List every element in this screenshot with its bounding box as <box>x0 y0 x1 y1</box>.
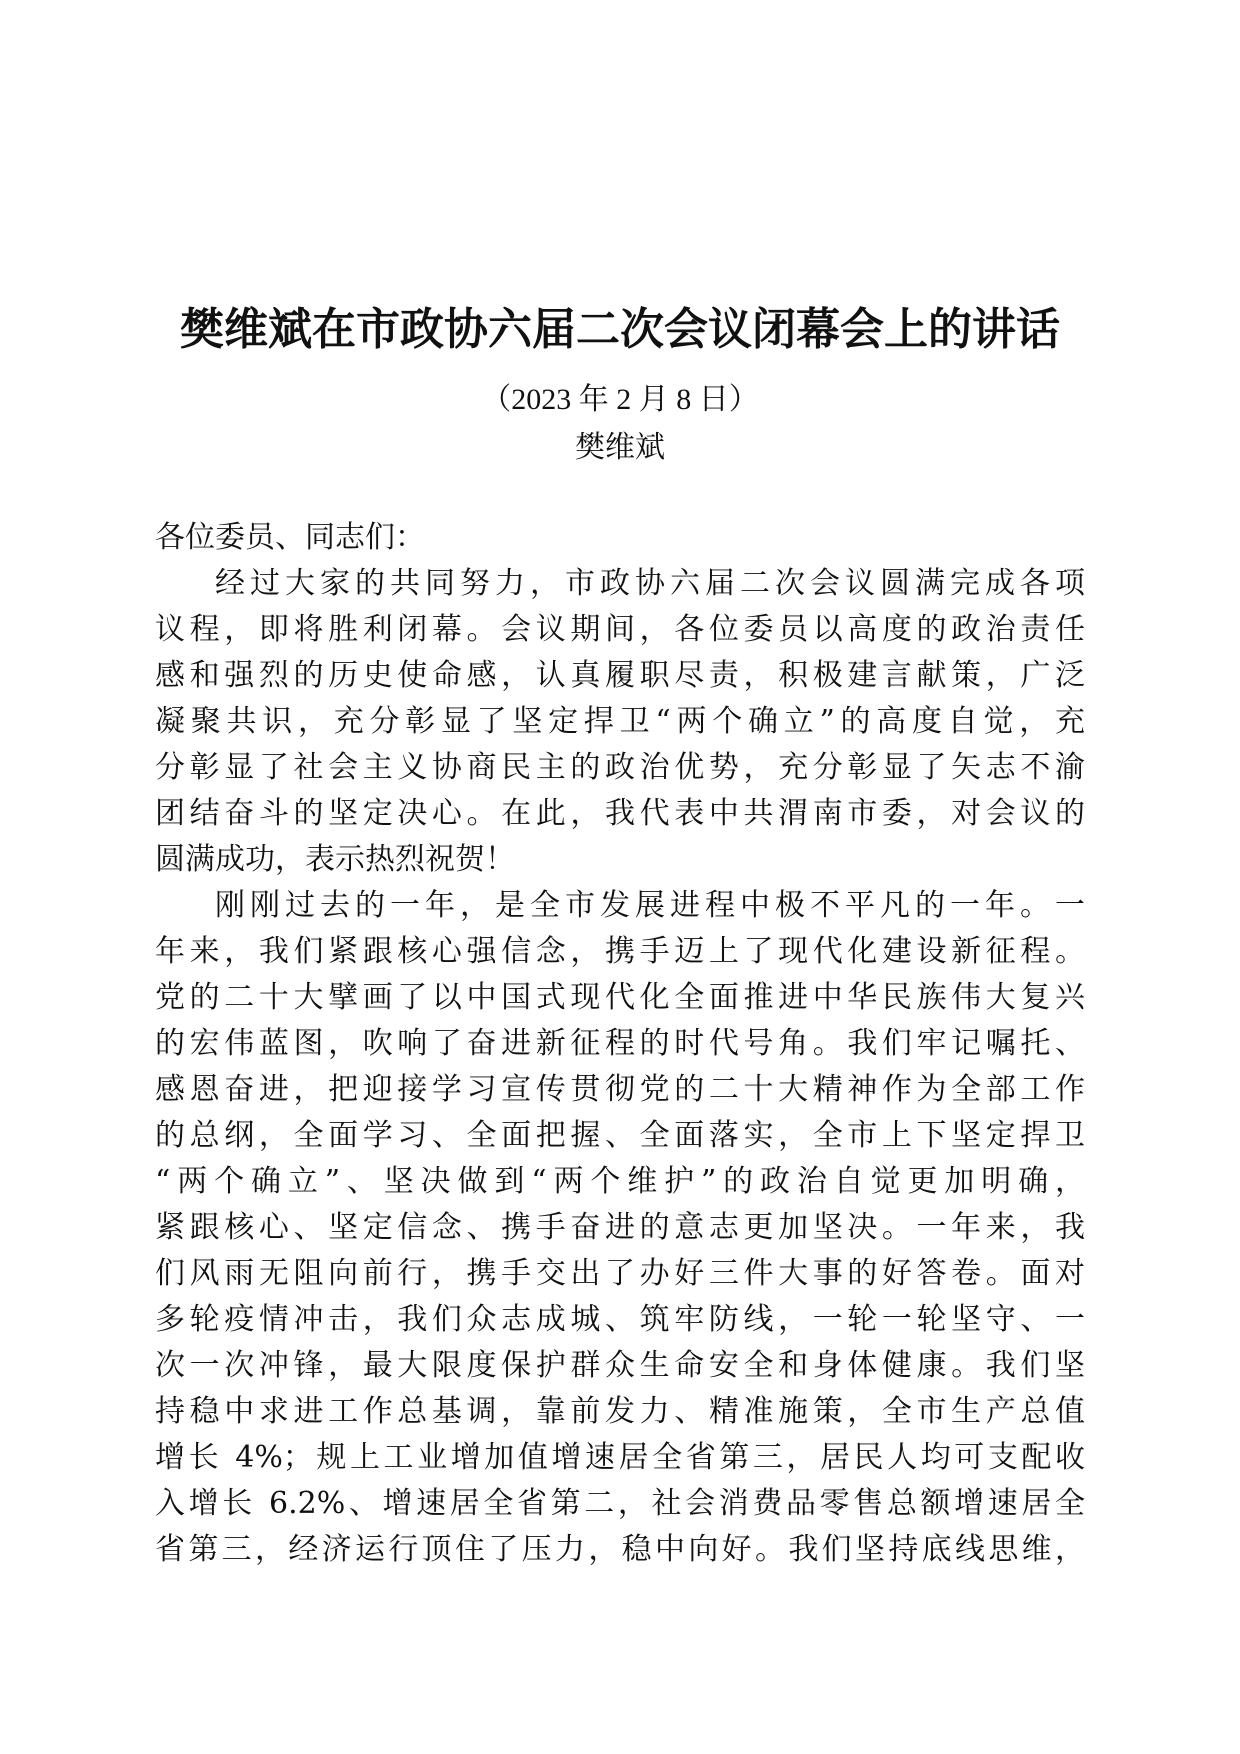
speech-date: （2023 年 2 月 8 日） <box>481 383 759 416</box>
paragraph-line: 的宏伟蓝图，吹响了奋进新征程的时代号角。我们牢记嘱托、 <box>155 1026 1085 1061</box>
paragraph-line: 经过大家的共同努力，市政协六届二次会议圆满完成各项 <box>215 566 1085 601</box>
paragraph-line: 感恩奋进，把迎接学习宣传贯彻党的二十大精神作为全部工作 <box>155 1072 1085 1107</box>
paragraph-line: 入增长 6.2%、增速居全省第二，社会消费品零售总额增速居全 <box>155 1486 1085 1521</box>
paragraph-line: 议程，即将胜利闭幕。会议期间，各位委员以高度的政治责任 <box>155 612 1085 647</box>
paragraph-line: 圆满成功，表示热烈祝贺！ <box>155 842 515 877</box>
author-name: 樊维斌 <box>575 430 665 465</box>
paragraph-line: 党的二十大擘画了以中国式现代化全面推进中华民族伟大复兴 <box>155 980 1085 1015</box>
paragraph-line: 持稳中求进工作总基调，靠前发力、精准施策，全市生产总值 <box>155 1394 1085 1429</box>
paragraph-line: 分彰显了社会主义协商民主的政治优势，充分彰显了矢志不渝 <box>155 750 1085 785</box>
paragraph-line: 增长 4%；规上工业增加值增速居全省第三，居民人均可支配收 <box>155 1440 1085 1475</box>
salutation-line: 各位委员、同志们： <box>155 520 425 555</box>
paragraph-line: 凝聚共识，充分彰显了坚定捍卫“两个确立”的高度自觉，充 <box>155 704 1085 739</box>
paragraph-line: 们风雨无阻向前行，携手交出了办好三件大事的好答卷。面对 <box>155 1256 1085 1291</box>
paragraph-line: “两个确立”、坚决做到“两个维护”的政治自觉更加明确， <box>155 1164 1085 1199</box>
paragraph-line: 多轮疫情冲击，我们众志成城、筑牢防线，一轮一轮坚守、一 <box>155 1302 1085 1337</box>
paragraph-line: 年来，我们紧跟核心强信念，携手迈上了现代化建设新征程。 <box>155 934 1085 969</box>
paragraph-line: 刚刚过去的一年，是全市发展进程中极不平凡的一年。一 <box>215 888 1085 923</box>
paragraph-line: 次一次冲锋，最大限度保护群众生命安全和身体健康。我们坚 <box>155 1348 1085 1383</box>
paragraph-line: 省第三，经济运行顶住了压力，稳中向好。我们坚持底线思维， <box>155 1532 1085 1567</box>
speech-body <box>155 515 1085 1573</box>
paragraph-line: 感和强烈的历史使命感，认真履职尽责，积极建言献策，广泛 <box>155 658 1085 693</box>
document-title: 樊维斌在市政协六届二次会议闭幕会上的讲话 <box>180 304 1060 355</box>
paragraph-line: 的总纲，全面学习、全面把握、全面落实，全市上下坚定捍卫 <box>155 1118 1085 1153</box>
paragraph-line: 紧跟核心、坚定信念、携手奋进的意志更加坚决。一年来，我 <box>155 1210 1085 1245</box>
paragraph-line: 团结奋斗的坚定决心。在此，我代表中共渭南市委，对会议的 <box>155 796 1085 831</box>
